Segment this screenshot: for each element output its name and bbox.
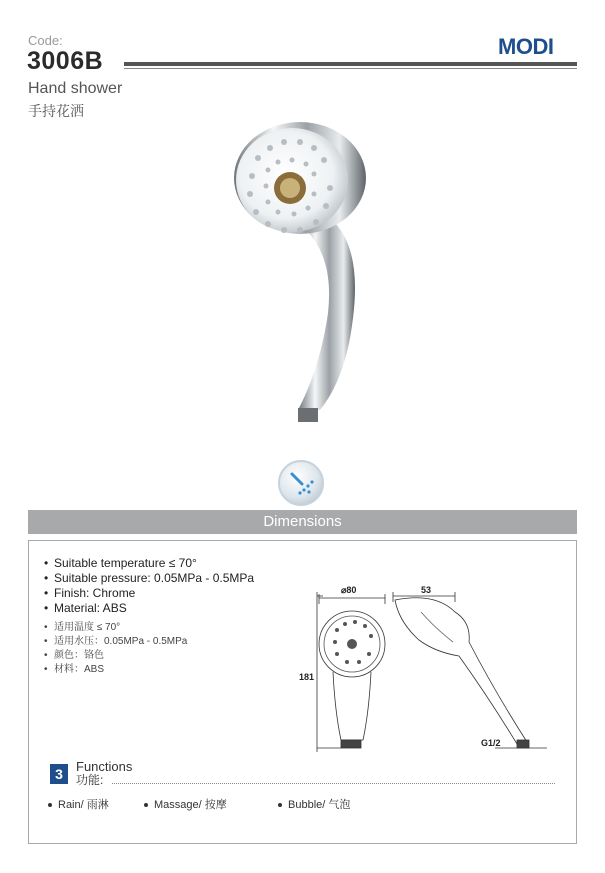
water-feature-icon bbox=[278, 460, 324, 506]
spec-cn-item: • 适用水压：0.05MPa - 0.5MPa bbox=[44, 635, 187, 649]
spec-en-item: • Finish: Chrome bbox=[44, 586, 254, 601]
header-divider bbox=[124, 62, 577, 66]
functions-divider bbox=[112, 783, 555, 784]
dim-height: 181 bbox=[299, 672, 315, 682]
function-label: Rain/ 雨淋 bbox=[58, 799, 109, 811]
dim-diameter: ⌀80 bbox=[341, 585, 357, 595]
dimensions-title: Dimensions bbox=[263, 513, 342, 530]
spec-cn-item: • 材料：ABS bbox=[44, 663, 187, 677]
function-label: Massage/ 按摩 bbox=[154, 799, 227, 811]
functions-title-cn: 功能: bbox=[76, 773, 104, 787]
brand-logo: MODI bbox=[498, 34, 554, 59]
dim-thread: G1/2 bbox=[481, 738, 501, 748]
functions-title-en: Functions bbox=[76, 759, 133, 774]
spec-en-item: • Material: ABS bbox=[44, 601, 254, 616]
spec-en-item: • Suitable pressure: 0.05MPa - 0.5MPa bbox=[44, 571, 254, 586]
hand-shower-image bbox=[228, 118, 378, 438]
dimensions-header-bar bbox=[28, 510, 577, 534]
specs-en-list bbox=[44, 556, 254, 616]
product-code: 3006B bbox=[27, 47, 104, 75]
functions-count-badge: 3 bbox=[50, 764, 68, 784]
technical-drawing bbox=[295, 582, 560, 762]
bullet-icon bbox=[278, 803, 282, 807]
spec-en-item: • Suitable temperature ≤ 70° bbox=[44, 556, 254, 571]
spec-cn-item: • 适用温度 ≤ 70° bbox=[44, 621, 187, 635]
product-name-cn: 手持花洒 bbox=[28, 103, 84, 119]
bullet-icon bbox=[48, 803, 52, 807]
function-label: Bubble/ 气泡 bbox=[288, 799, 351, 811]
spec-cn-item: • 颜色：铬色 bbox=[44, 649, 187, 663]
header-divider-thin bbox=[124, 68, 577, 69]
dim-depth: 53 bbox=[421, 585, 432, 595]
function-item-bubble bbox=[278, 796, 350, 812]
product-name-en: Hand shower bbox=[28, 80, 123, 97]
specs-cn-list bbox=[44, 621, 187, 677]
shower-spray-icon bbox=[280, 462, 322, 504]
code-label: Code: bbox=[28, 33, 63, 48]
bullet-icon bbox=[144, 803, 148, 807]
function-item-rain bbox=[48, 796, 109, 812]
function-item-massage bbox=[144, 796, 227, 812]
